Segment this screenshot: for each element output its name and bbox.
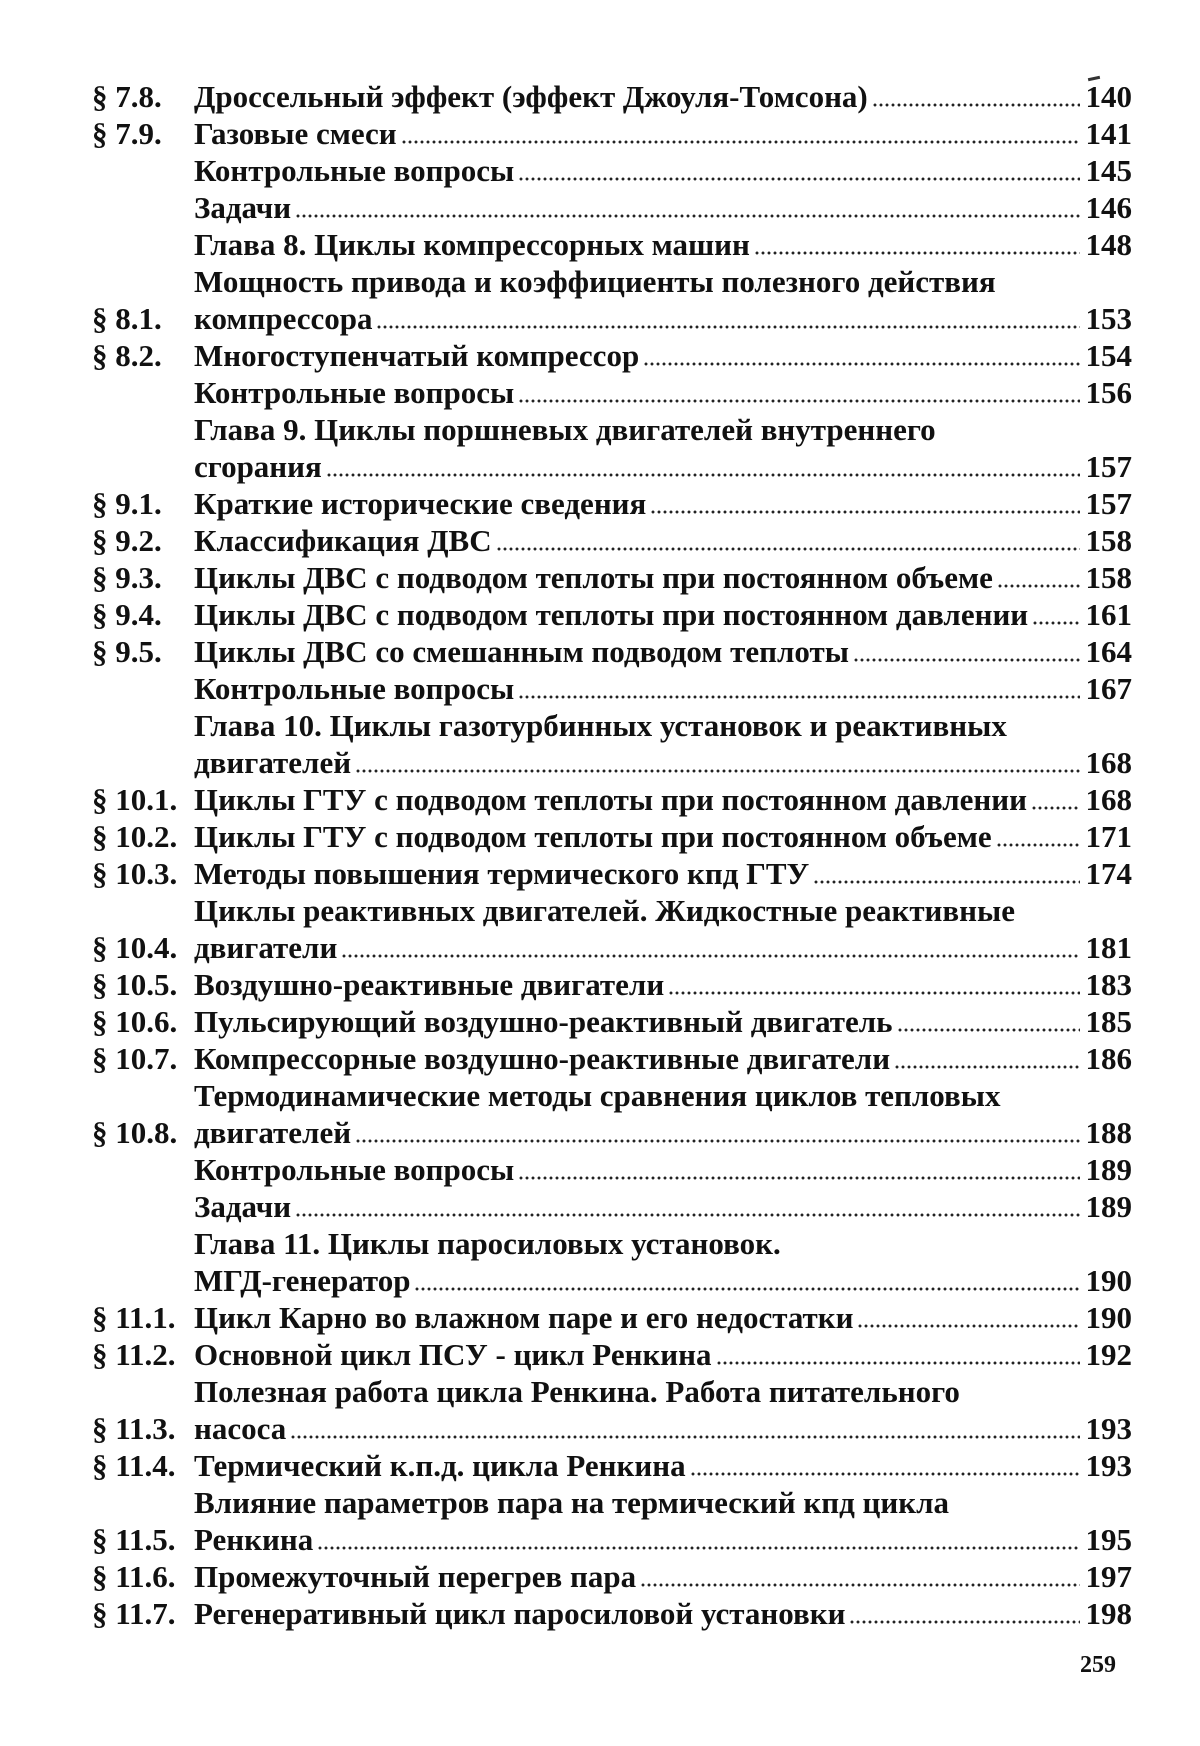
dot-leader xyxy=(295,213,1080,219)
section-number: § 10.2. xyxy=(92,819,178,854)
entry-page: 189 xyxy=(1085,1189,1132,1224)
toc-entry[interactable] xyxy=(92,522,1132,559)
entry-title: Краткие исторические сведения xyxy=(194,486,647,521)
dot-leader xyxy=(668,990,1080,996)
entry-page: 174 xyxy=(1085,856,1132,891)
section-number: § 11.1. xyxy=(92,1300,176,1335)
entry-page: 183 xyxy=(1085,967,1132,1002)
entry-title: Контрольные вопросы xyxy=(194,153,515,188)
toc-entry[interactable] xyxy=(92,1336,1132,1373)
entry-title: Контрольные вопросы xyxy=(194,671,515,706)
entry-page: 164 xyxy=(1085,634,1132,669)
entry-title: Цикл Карно во влажном паре и его недостатки xyxy=(194,1300,854,1335)
entry-title: Контрольные вопросы xyxy=(194,375,515,410)
dot-leader xyxy=(496,546,1080,552)
entry-title: Задачи xyxy=(194,190,292,225)
dot-leader xyxy=(897,1027,1080,1033)
entry-title: двигателей xyxy=(194,745,352,780)
dot-leader xyxy=(414,1286,1080,1292)
section-number: § 10.8. xyxy=(92,1115,178,1150)
entry-page: 158 xyxy=(1085,523,1132,558)
dot-leader xyxy=(290,1434,1080,1440)
toc-entry[interactable] xyxy=(92,892,1132,966)
toc-entry[interactable] xyxy=(92,633,1132,670)
dot-leader xyxy=(872,102,1080,108)
entry-title: Дроссельный эффект (эффект Джоуля-Томсона) xyxy=(194,79,868,114)
toc-entry[interactable] xyxy=(92,781,1132,818)
dot-leader xyxy=(640,1582,1080,1588)
entry-page: 197 xyxy=(1085,1559,1132,1594)
dot-leader xyxy=(401,139,1080,145)
toc-entry[interactable] xyxy=(92,1077,1132,1151)
section-number: § 11.3. xyxy=(92,1411,176,1446)
entry-title: Воздушно-реактивные двигатели xyxy=(194,967,665,1002)
entry-page: 158 xyxy=(1085,560,1132,595)
entry-page: 157 xyxy=(1085,486,1132,521)
toc-chapter[interactable] xyxy=(92,1225,1132,1299)
toc-entry[interactable] xyxy=(92,596,1132,633)
entry-title: Циклы реактивных двигателей. Жидкостные реактивные xyxy=(194,893,1015,928)
entry-page: 190 xyxy=(1085,1263,1132,1298)
entry-page: 185 xyxy=(1085,1004,1132,1039)
dot-leader xyxy=(295,1212,1080,1218)
toc-entry[interactable] xyxy=(92,78,1132,115)
toc-entry[interactable] xyxy=(92,559,1132,596)
entry-title: Циклы ГТУ с подводом теплоты при постоянном давлении xyxy=(194,782,1027,817)
dot-leader xyxy=(518,1175,1080,1181)
entry-title: Газовые смеси xyxy=(194,116,397,151)
toc-entry[interactable] xyxy=(92,966,1132,1003)
toc-entry[interactable] xyxy=(92,1151,1132,1188)
entry-page: 195 xyxy=(1085,1522,1132,1557)
entry-title: компрессора xyxy=(194,301,373,336)
dot-leader xyxy=(643,361,1080,367)
toc-entry[interactable] xyxy=(92,1373,1132,1447)
entry-title: двигателей xyxy=(194,1115,352,1150)
toc-entry[interactable] xyxy=(92,263,1132,337)
toc-entry[interactable] xyxy=(92,374,1132,411)
dot-leader xyxy=(716,1360,1080,1366)
entry-title: насоса xyxy=(194,1411,287,1446)
entry-page: 161 xyxy=(1085,597,1132,632)
toc-chapter[interactable] xyxy=(92,411,1132,485)
entry-page: 192 xyxy=(1085,1337,1132,1372)
entry-title: Многоступенчатый компрессор xyxy=(194,338,640,373)
entry-page: 168 xyxy=(1085,782,1132,817)
dot-leader xyxy=(518,398,1080,404)
entry-title: Глава 11. Циклы паросиловых установок. xyxy=(194,1226,781,1261)
entry-title: Глава 9. Циклы поршневых двигателей внутреннего xyxy=(194,412,936,447)
dot-leader xyxy=(317,1545,1080,1551)
entry-title: Полезная работа цикла Ренкина. Работа питательного xyxy=(194,1374,960,1409)
section-number: § 9.3. xyxy=(92,560,162,595)
entry-page: 141 xyxy=(1085,116,1132,151)
entry-page: 156 xyxy=(1085,375,1132,410)
section-number: § 8.1. xyxy=(92,301,162,336)
toc-entry[interactable] xyxy=(92,1558,1132,1595)
toc-entry[interactable] xyxy=(92,818,1132,855)
toc-entry[interactable] xyxy=(92,1595,1132,1632)
section-number: § 10.3. xyxy=(92,856,178,891)
table-of-contents xyxy=(92,78,1132,1632)
entry-page: 146 xyxy=(1085,190,1132,225)
entry-title: Глава 10. Циклы газотурбинных установок и реактивных xyxy=(194,708,1007,743)
toc-entry[interactable] xyxy=(92,152,1132,189)
entry-page: 171 xyxy=(1085,819,1132,854)
entry-page: 167 xyxy=(1085,671,1132,706)
entry-title: двигатели xyxy=(194,930,338,965)
toc-entry[interactable] xyxy=(92,1040,1132,1077)
page-number: 259 xyxy=(1080,1652,1116,1678)
toc-entry[interactable] xyxy=(92,1447,1132,1484)
entry-title: Компрессорные воздушно-реактивные двигатели xyxy=(194,1041,891,1076)
entry-title: Регенеративный цикл паросиловой установки xyxy=(194,1596,846,1631)
entry-page: 198 xyxy=(1085,1596,1132,1631)
dot-leader xyxy=(997,583,1080,589)
section-number: § 9.1. xyxy=(92,486,162,521)
entry-page: 157 xyxy=(1085,449,1132,484)
entry-title: Ренкина xyxy=(194,1522,314,1557)
entry-title: Термодинамические методы сравнения циклов тепловых xyxy=(194,1078,1001,1113)
toc-entry[interactable] xyxy=(92,189,1132,226)
section-number: § 10.5. xyxy=(92,967,178,1002)
section-number: § 10.7. xyxy=(92,1041,178,1076)
section-number: § 10.4. xyxy=(92,930,178,965)
section-number: § 11.7. xyxy=(92,1596,176,1631)
entry-title: Контрольные вопросы xyxy=(194,1152,515,1187)
toc-entry[interactable] xyxy=(92,1484,1132,1558)
entry-title: Циклы ДВС со смешанным подводом теплоты xyxy=(194,634,849,669)
entry-page: 193 xyxy=(1085,1411,1132,1446)
section-number: § 9.2. xyxy=(92,523,162,558)
dot-leader xyxy=(341,953,1080,959)
section-number: § 10.6. xyxy=(92,1004,178,1039)
dot-leader xyxy=(813,879,1080,885)
entry-page: 181 xyxy=(1085,930,1132,965)
entry-title: Основной цикл ПСУ - цикл Ренкина xyxy=(194,1337,712,1372)
dot-leader xyxy=(355,1138,1080,1144)
entry-title: Глава 8. Циклы компрессорных машин xyxy=(194,227,750,262)
entry-page: 193 xyxy=(1085,1448,1132,1483)
toc-chapter[interactable] xyxy=(92,226,1132,263)
section-number: § 11.2. xyxy=(92,1337,176,1372)
section-number: § 9.5. xyxy=(92,634,162,669)
toc-entry[interactable] xyxy=(92,855,1132,892)
toc-entry[interactable] xyxy=(92,1299,1132,1336)
entry-page: 188 xyxy=(1085,1115,1132,1150)
section-number: § 11.5. xyxy=(92,1522,176,1557)
entry-page: 153 xyxy=(1085,301,1132,336)
entry-page: 190 xyxy=(1085,1300,1132,1335)
dot-leader xyxy=(518,176,1080,182)
entry-page: 154 xyxy=(1085,338,1132,373)
dot-leader xyxy=(849,1619,1080,1625)
dot-leader xyxy=(690,1471,1080,1477)
entry-title: Циклы ДВС с подводом теплоты при постоянном давлении xyxy=(194,597,1029,632)
section-number: § 11.4. xyxy=(92,1448,176,1483)
toc-entry[interactable] xyxy=(92,670,1132,707)
section-number: § 7.9. xyxy=(92,116,162,151)
section-number: § 10.1. xyxy=(92,782,178,817)
dot-leader xyxy=(857,1323,1080,1329)
entry-page: 148 xyxy=(1085,227,1132,262)
entry-page: 189 xyxy=(1085,1152,1132,1187)
entry-title: сгорания xyxy=(194,449,322,484)
section-number: § 7.8. xyxy=(92,79,162,114)
dot-leader xyxy=(853,657,1080,663)
entry-title: Мощность привода и коэффициенты полезного действия xyxy=(194,264,996,299)
dot-leader xyxy=(894,1064,1080,1070)
dot-leader xyxy=(754,250,1080,256)
entry-page: 140 xyxy=(1085,79,1132,114)
dot-leader xyxy=(1032,620,1080,626)
entry-title: Влияние параметров пара на термический кпд цикла xyxy=(194,1485,950,1520)
entry-page: 145 xyxy=(1085,153,1132,188)
entry-title: Термический к.п.д. цикла Ренкина xyxy=(194,1448,686,1483)
section-number: § 11.6. xyxy=(92,1559,176,1594)
dot-leader xyxy=(650,509,1080,515)
entry-title: Пульсирующий воздушно-реактивный двигатель xyxy=(194,1004,893,1039)
entry-page: 168 xyxy=(1085,745,1132,780)
entry-title: Задачи xyxy=(194,1189,292,1224)
dot-leader xyxy=(518,694,1080,700)
entry-title: Циклы ДВС с подводом теплоты при постоянном объеме xyxy=(194,560,993,595)
section-number: § 8.2. xyxy=(92,338,162,373)
entry-title: Циклы ГТУ с подводом теплоты при постоянном объеме xyxy=(194,819,992,854)
toc-entry[interactable] xyxy=(92,1003,1132,1040)
toc-entry[interactable] xyxy=(92,1188,1132,1225)
toc-entry[interactable] xyxy=(92,485,1132,522)
dot-leader xyxy=(996,842,1080,848)
dot-leader xyxy=(326,472,1080,478)
entry-title: Классификация ДВС xyxy=(194,523,492,558)
section-number: § 9.4. xyxy=(92,597,162,632)
toc-chapter[interactable] xyxy=(92,707,1132,781)
entry-title: Методы повышения термического кпд ГТУ xyxy=(194,856,810,891)
entry-page: 186 xyxy=(1085,1041,1132,1076)
entry-title: МГД-генератор xyxy=(194,1263,411,1298)
dot-leader xyxy=(376,324,1080,330)
dot-leader xyxy=(355,768,1080,774)
toc-entry[interactable] xyxy=(92,337,1132,374)
toc-entry[interactable] xyxy=(92,115,1132,152)
dot-leader xyxy=(1031,805,1080,811)
entry-title: Промежуточный перегрев пара xyxy=(194,1559,637,1594)
